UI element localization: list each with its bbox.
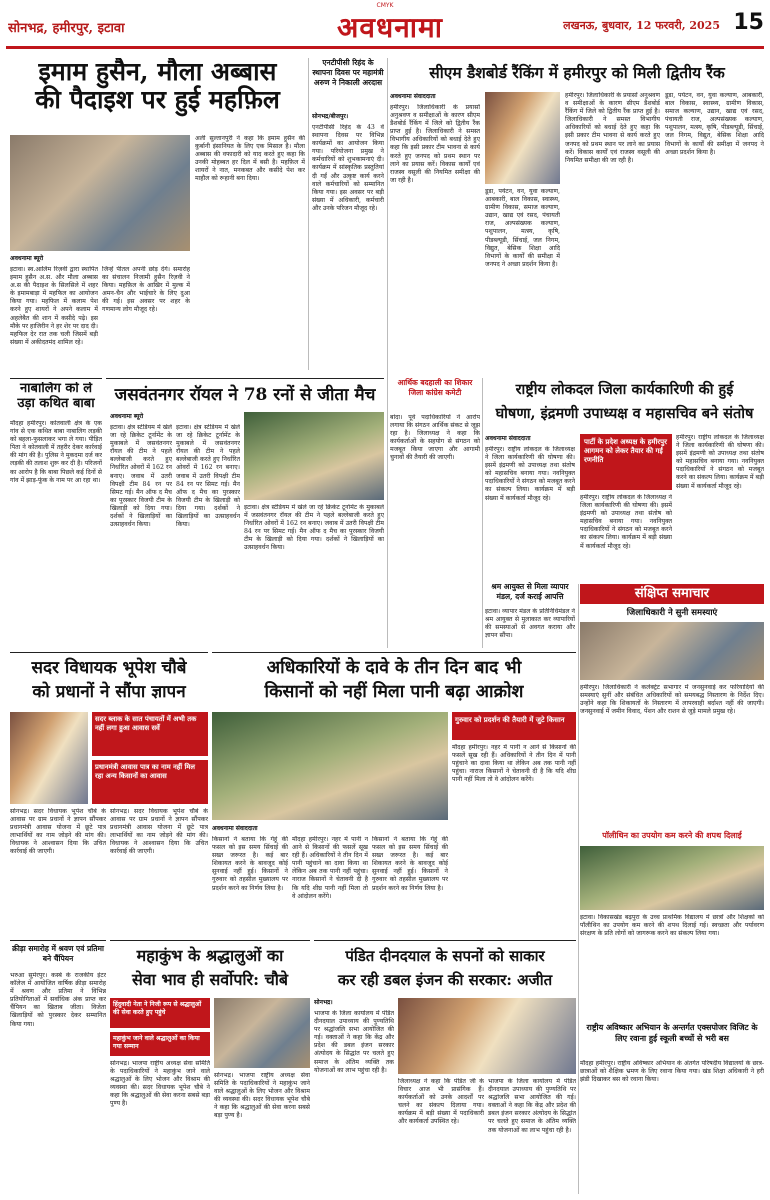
story2-headline	[10, 382, 102, 418]
story3-kicker: एनटीपीसी रिहंद के स्थापना दिवस पर महामंत्री अरुण ने निकाली अरदास	[312, 58, 384, 87]
story14-headline-line1: पंडित दीनदयाल के सपनों को साकार	[345, 947, 545, 965]
header-rule	[6, 46, 764, 49]
story1-body3: अली सुल्तानपुरी ने कहा कि इमाम हुसैन की कुर्बानी इंसानियत के लिए एक मिसाल है। मौला अब्बास की वफादारी को याद करते हुए कहा कि उनकी मोहब्बत हर दिल में बसी है। महफ़िल में शायरों ने नात, मनकबत और कसीदे पेश कर माहौल को रूहानी बना दिया।	[195, 135, 305, 183]
divider	[314, 940, 576, 941]
story1-headline	[10, 58, 305, 128]
story2-body: मौदहा हमीरपुर। कोतवाली क्षेत्र के एक गांव से एक कथित बाबा नाबालिग लड़की को बहला-फुसलाकर भगा ले गया। पीड़ित पिता ने कोतवाली में तहरीर देकर कार्रवाई की मांग की है। पुलिस ने मुकदमा दर्ज कर लड़की की तलाश शुरू कर दी है। परिजनों का आरोप है कि बाबा पिछले कई दिनों से गांव में झाड़-फूंक के नाम पर आ रहा था।	[10, 420, 102, 484]
story14-headline	[314, 944, 576, 994]
story13-point2	[110, 1032, 210, 1056]
story10-body4: किसानों ने बताया कि गेहूं की फसल को इस समय सिंचाई की सख्त जरूरत है। कई बार शिकायत करने के बावजूद कोई सुनवाई नहीं हुई। किसानों ने गुरुवार को तहसील मुख्यालय पर प्रदर्शन करने का निर्णय लिया है।	[372, 836, 448, 892]
story11-body: हमीरपुर। जिलाधिकारी ने कलेक्ट्रेट सभागार में जनसुनवाई कर फरियादियों की समस्याएं सुनीं और संबंधित अधिकारियों को समयबद्ध निस्तारण के निर्देश दिए। उन्होंने कहा कि शिकायतों के निस्तारण में लापरवाही बर्दाश्त नहीं की जाएगी। जनसुनवाई में जमीन विवाद, पेंशन और राशन से जुड़े मामले प्रमुख रहे।	[580, 684, 764, 716]
story14-byline: सोनभद्र।	[314, 999, 333, 1006]
story4-photo	[485, 92, 560, 184]
story9-point2	[92, 760, 208, 804]
column-separator	[482, 378, 483, 648]
story13-headline	[110, 944, 310, 994]
story13-body2: सोनभद्र। भाजपा राष्ट्रीय अध्यक्ष सेवा समिति के पदाधिकारियों ने महाकुंभ जाने वाले श्रद्धालुओं के लिए भोजन और विश्राम की व्यवस्था की। सदर विधायक भूपेश चौबे ने कहा कि श्रद्धालुओं की सेवा करना सबसे बड़ा पुण्य है।	[214, 1072, 310, 1120]
story9-headline-line2: को प्रधानों ने सौंपा ज्ञापन	[32, 682, 186, 702]
story7-pull-quote-text: पार्टी के प्रदेश अध्यक्ष के हमीरपुर आगमन को लेकर तैयार की गई रणनीति	[584, 438, 668, 464]
story1-photo	[10, 135, 190, 251]
story10-headline-line1: अधिकारियों के दावे के तीन दिन बाद भी	[266, 658, 522, 678]
story1-body: इटावा। स्व.आलिम रिज़वी द्वारा स्थापित इमाम हुसैन अ.स. और मौला अब्बास अ.स की पैदाइश के सिलसिले में शहर के इमामबाड़ा में महफिल का आयोजन किया गया। महफिल में कलाम पेश करने हुए शायरों ने अपने कलाम में अहलेबैत की शान में कसीदे पढ़े। इस मौके पर हाजिरीन ने हर शेर पर दाद दी। महफिल देर रात तक चली जिसमें बड़ी संख्या में अकीदतमंद शामिल रहे।	[10, 266, 98, 346]
story13-headline-line2: सेवा भाव ही सर्वोपरि: चौबे	[131, 970, 289, 989]
header-cities: सोनभद्र, हमीरपुर, इटावा	[8, 21, 125, 36]
story9-body: सोनभद्र। सदर विधायक भूपेश चौबे के आवास पर ग्राम प्रधानों ने ज्ञापन सौंपकर प्रधानमंत्री आवास योजना में छूटे पात्र लाभार्थियों का नाम जोड़ने की मांग की। विधायक ने आश्वासन दिया कि उचित कार्रवाई की जाएगी।	[10, 808, 106, 856]
story11-body3: मौदहा हमीरपुर। राष्ट्रीय अविष्कार अभियान के अंतर्गत परिषदीय विद्यालयों के छात्र-छात्राओं को शैक्षिक भ्रमण के लिए रवाना किया गया। खंड शिक्षा अधिकारी ने हरी झंडी दिखाकर बस को रवाना किया।	[580, 1060, 764, 1084]
story11-body2: इटावा। विकासखंड बढ़पुरा के उच्च प्राथमिक विद्यालय में छात्रों और शिक्षकों को पॉलीथिन का उपयोग कम करने की शपथ दिलाई गई। स्वच्छता और पर्यावरण संरक्षण के प्रति लोगों को जागरूक करने का संकल्प लिया गया।	[580, 914, 764, 938]
story9-photo	[10, 712, 88, 804]
story9-body2: सोनभद्र। सदर विधायक भूपेश चौबे के आवास पर ग्राम प्रधानों ने ज्ञापन सौंपकर प्रधानमंत्री आवास योजना में छूटे पात्र लाभार्थियों का नाम जोड़ने की मांग की। विधायक ने आश्वासन दिया कि उचित कार्रवाई की जाएगी।	[110, 808, 208, 856]
story13-point1	[110, 998, 210, 1028]
story9-point1	[92, 712, 208, 756]
story3-byline: सोनभद्र/बीजपुर।	[312, 113, 349, 120]
story7-headline-line1: राष्ट्रीय लोकदल जिला कार्यकारिणी की हुई	[515, 381, 734, 398]
story5-body: इटावा। क्षेत्र स्टेडियम में खेले जा रहे क्रिकेट टूर्नामेंट के मुकाबले में जसवंतनगर रॉयल की टीम ने पहले बल्लेबाजी करते हुए निर्धारित ओवरों में 162 रन बनाए। जवाब में उतरी विपक्षी टीम 84 रन पर सिमट गई। मैन ऑफ द मैच का पुरस्कार विजयी टीम के खिलाड़ी को दिया गया। दर्शकों ने खिलाड़ियों का उत्साहवर्धन किया।	[110, 424, 172, 529]
story10-body2: किसानों ने बताया कि गेहूं की फसल को इस समय सिंचाई की सख्त जरूरत है। कई बार शिकायत करने के बावजूद कोई सुनवाई नहीं हुई। किसानों ने गुरुवार को तहसील मुख्यालय पर प्रदर्शन करने का निर्णय लिया है।	[212, 836, 288, 892]
story1-headline-line2: की पैदाइश पर हुई महफ़िल	[35, 85, 280, 114]
story9-headline	[10, 656, 208, 706]
story1-byline: अवधनामा ब्यूरो	[10, 255, 44, 262]
story13-point1-text: हिंदुवादी नेता ने निजी रूप से श्रद्धालुओं की सेवा करते हुए पहुंचे	[113, 1001, 202, 1016]
story12-kicker: क्रीड़ा समारोह में श्रवण एवं प्रतिमा बने चैंपियन	[12, 944, 104, 963]
story5-body-col3: इटावा। क्षेत्र स्टेडियम में खेले जा रहे क्रिकेट टूर्नामेंट के मुकाबले में जसवंतनगर रॉयल की टीम ने पहले बल्लेबाजी करते हुए निर्धारित ओवरों में 162 रन बनाए। जवाब में उतरी विपक्षी टीम 84 रन पर सिमट गई। मैन ऑफ द मैच का पुरस्कार विजयी टीम के खिलाड़ी को दिया गया। दर्शकों ने खिलाड़ियों का उत्साहवर्धन किया।	[244, 504, 384, 552]
story11-sub3: राष्ट्रीय अविष्कार अभियान के अन्तर्गत एक्सपोजर विजिट के लिए रवाना हुई स्कूली बच्चों से भरी बस	[586, 1022, 758, 1043]
divider	[10, 940, 106, 941]
story7-body3: हमीरपुर। राष्ट्रीय लोकदल के जिलाध्यक्ष ने जिला कार्यकारिणी की घोषणा की। इसमें इंद्रमणी को उपाध्यक्ष तथा संतोष को महासचिव बनाया गया। नवनियुक्त पदाधिकारियों ने संगठन को मजबूत करने का संकल्प लिया। कार्यक्रम में बड़ी संख्या में कार्यकर्ता मौजूद रहे।	[676, 434, 764, 490]
story7-body: हमीरपुर। राष्ट्रीय लोकदल के जिलाध्यक्ष ने जिला कार्यकारिणी की घोषणा की। इसमें इंद्रमणी को उपाध्यक्ष तथा संतोष को महासचिव बनाया गया। नवनियुक्त पदाधिकारियों ने संगठन को मजबूत करने का संकल्प लिया। कार्यक्रम में बड़ी संख्या में कार्यकर्ता मौजूद रहे।	[485, 446, 575, 502]
divider	[10, 652, 208, 653]
story6-body: बांदा। पूर्व पदाधिकारियों ने आरोप लगाया कि संगठन आर्थिक संकट से जूझ रहा है। जिलाध्यक्ष ने कहा कि कार्यकर्ताओं के सहयोग से संगठन को मजबूत किया जाएगा और आगामी चुनावों की तैयारी की जाएगी।	[390, 414, 480, 462]
story13-headline-line1: महाकुंभ के श्रद्धालुओं का	[136, 946, 284, 965]
story4-byline: अवधनामा संवाददाता	[390, 93, 436, 100]
story13-photo	[214, 998, 310, 1068]
story11-photo2	[580, 846, 764, 910]
story5-headline: जसवंतनगर रॉयल ने 78 रनों से जीता मैच	[114, 385, 376, 405]
story10-photo	[212, 712, 448, 820]
story7-body2: हमीरपुर। राष्ट्रीय लोकदल के जिलाध्यक्ष ने जिला कार्यकारिणी की घोषणा की। इसमें इंद्रमणी को उपाध्यक्ष तथा संतोष को महासचिव बनाया गया। नवनियुक्त पदाधिकारियों ने संगठन को मजबूत करने का संकल्प लिया। कार्यक्रम में बड़ी संख्या में कार्यकर्ता मौजूद रहे।	[580, 494, 672, 550]
story9-point2-text: प्रधानमंत्री आवास पात्र का नाम नहीं मिल रहा अन्य किसानों का आवास	[95, 763, 195, 780]
story4-body3: हमीरपुर। जिलाधिकारी के प्रयासों अनुश्रवण व समीक्षाओं के कारण सीएम डैशबोर्ड रैंकिंग में जिले को द्वितीय रैंक प्राप्त हुई है। जिलाधिकारी ने समस्त विभागीय अधिकारियों को बधाई देते हुए कहा कि इसी प्रकार टीम भावना से कार्य करते हुए जनपद को प्रथम स्थान पर लाने का प्रयास करें। विकास कार्यों एवं राजस्व वसूली की नियमित समीक्षा की जा रही है।	[565, 92, 660, 164]
story13-body: सोनभद्र। भाजपा राष्ट्रीय अध्यक्ष सेवा समिति के पदाधिकारियों ने महाकुंभ जाने वाले श्रद्धालुओं के लिए भोजन और विश्राम की व्यवस्था की। सदर विधायक भूपेश चौबे ने कहा कि श्रद्धालुओं की सेवा करना सबसे बड़ा पुण्य है।	[110, 1060, 210, 1108]
story10-headline-line2: किसानों को नहीं मिला पानी बढ़ा आक्रोश	[264, 682, 524, 702]
story4-body4: डूडा, पर्यटन, वन, युवा कल्याण, आबकारी, बाल विकास, स्वास्थ्य, ग्रामीण विकास, समाज कल्याण, उद्यान, खाद्य एवं रसद, पंचायती राज, अल्पसंख्यक कल्याण, पशुपालन, मत्स्य, कृषि, पीडब्ल्यूडी, सिंचाई, जल निगम, विद्युत, बेसिक शिक्षा आदि विभागों के कार्यों की समीक्षा में जनपद ने अच्छा प्रदर्शन किया है।	[665, 92, 764, 156]
story11-subtitle: जिलाधिकारी ने सुनी समस्याएं	[626, 608, 718, 618]
story5-body-col2: इटावा। क्षेत्र स्टेडियम में खेले जा रहे क्रिकेट टूर्नामेंट के मुकाबले में जसवंतनगर रॉयल की टीम ने पहले बल्लेबाजी करते हुए निर्धारित ओवरों में 162 रन बनाए। जवाब में उतरी विपक्षी टीम 84 रन पर सिमट गई। मैन ऑफ द मैच का पुरस्कार विजयी टीम के खिलाड़ी को दिया गया। दर्शकों ने खिलाड़ियों का उत्साहवर्धन किया।	[176, 424, 240, 529]
story8-kicker: श्रम आयुक्त से मिला व्यापार मंडल, दर्ज कराई आपत्ति	[491, 582, 569, 601]
story10-body3: मौदहा हमीरपुर। नहर में पानी न आने से किसानों की फसलें सूख रही हैं। अधिकारियों ने तीन दिन में पानी पहुंचाने का दावा किया था लेकिन अब तक पानी नहीं पहुंचा। नाराज किसानों ने चेतावनी दी है कि यदि शीघ्र पानी नहीं मिला तो वे आंदोलन करेंगे।	[292, 836, 368, 900]
story2-headline-line2: उड़ा कथित बाबा	[17, 395, 95, 411]
story10-body: मौदहा हमीरपुर। नहर में पानी न आने से किसानों की फसलें सूख रही हैं। अधिकारियों ने तीन दिन में पानी पहुंचाने का दावा किया था लेकिन अब तक पानी नहीं पहुंचा। नाराज किसानों ने चेतावनी दी है कि यदि शीघ्र पानी नहीं मिला तो वे आंदोलन करेंगे।	[452, 744, 576, 784]
column-separator	[578, 584, 579, 1194]
story14-body3: भाजपा के जिला कार्यालय में पंडित दीनदयाल उपाध्याय की पुण्यतिथि पर श्रद्धांजलि सभा आयोजित की गई। वक्ताओं ने कहा कि केंद्र और प्रदेश की डबल इंजन सरकार अंत्योदय के सिद्धांत पर चलते हुए समाज के अंतिम व्यक्ति तक योजनाओं का लाभ पहुंचा रही है।	[488, 1078, 576, 1134]
column-separator	[308, 58, 309, 370]
story10-byline: अवधनामा संवाददाता	[212, 825, 258, 832]
story7-pull-quote	[580, 434, 672, 490]
story10-pull-quote	[452, 712, 576, 740]
story7-headline	[485, 378, 764, 430]
story11-sub2: पॉलीथिन का उपयोग कम करने की शपथ दिलाई	[602, 830, 742, 840]
story1-headline-line1: इमाम हुसैन, मौला अब्बास	[38, 58, 277, 86]
story9-point1-text: सदर ब्लाक के सात पंचायतों में अभी तक नहीं लगा हुआ आवास सर्वे	[95, 715, 197, 732]
story4-body2: डूडा, पर्यटन, वन, युवा कल्याण, आबकारी, बाल विकास, स्वास्थ्य, ग्रामीण विकास, समाज कल्याण, उद्यान, खाद्य एवं रसद, पंचायती राज, अल्पसंख्यक कल्याण, पशुपालन, मत्स्य, कृषि, पीडब्ल्यूडी, सिंचाई, जल निगम, विद्युत, बेसिक शिक्षा आदि विभागों के कार्यों की समीक्षा में जनपद ने अच्छा प्रदर्शन किया है।	[485, 188, 560, 268]
story4-body: हमीरपुर। जिलाधिकारी के प्रयासों अनुश्रवण व समीक्षाओं के कारण सीएम डैशबोर्ड रैंकिंग में जिले को द्वितीय रैंक प्राप्त हुई है। जिलाधिकारी ने समस्त विभागीय अधिकारियों को बधाई देते हुए कहा कि इसी प्रकार टीम भावना से कार्य करते हुए जनपद को प्रथम स्थान पर लाने का प्रयास करें। विकास कार्यों एवं राजस्व वसूली की नियमित समीक्षा की जा रही है।	[390, 104, 480, 184]
story14-body2: जिलाध्यक्ष ने कहा कि पंडित जी के विचार आज भी प्रासंगिक हैं। कार्यकर्ताओं को उनके आदर्शों पर चलने का संकल्प दिलाया गया। कार्यक्रम में बड़ी संख्या में पदाधिकारी और कार्यकर्ता उपस्थित रहे।	[398, 1078, 484, 1126]
divider	[106, 378, 384, 379]
story11-photo	[580, 622, 764, 680]
story10-headline	[212, 656, 576, 706]
story3-body: एनटीपीसी रिहंद के 43 वें स्थापना दिवस पर विभिन्न कार्यक्रमों का आयोजन किया गया। परियोजना प्रमुख ने कर्मचारियों को शुभकामनाएं दी। कार्यक्रम में सांस्कृतिक प्रस्तुतियां दी गईं और उत्कृष्ट कार्य करने वाले कर्मचारियों को सम्मानित किया गया। इस अवसर पर बड़ी संख्या में अधिकारी, कर्मचारी और उनके परिजन मौजूद रहे।	[312, 124, 384, 212]
story6-kicker: आर्थिक बदहाली का शिकार जिला कांग्रेस कमेटी	[397, 378, 473, 397]
story4-headline: सीएम डैशबोर्ड रैंकिंग में हमीरपुर को मिली द्वितीय रैंक	[429, 63, 725, 82]
header-date: लखनऊ, बुधवार, 12 फरवरी, 2025	[563, 19, 720, 32]
divider	[110, 940, 310, 941]
story7-headline-line2: घोषणा, इंद्रमणी उपाध्यक्ष व महासचिव बने संतोष	[495, 405, 754, 422]
story14-body: भाजपा के जिला कार्यालय में पंडित दीनदयाल उपाध्याय की पुण्यतिथि पर श्रद्धांजलि सभा आयोजित की गई। वक्ताओं ने कहा कि केंद्र और प्रदेश की डबल इंजन सरकार अंत्योदय के सिद्धांत पर चलते हुए समाज के अंतिम व्यक्ति तक योजनाओं का लाभ पहुंचा रही है।	[314, 1010, 394, 1074]
story14-photo	[398, 998, 576, 1074]
story1-body2: जिन्हें पीतल अपनी छोड़ देंगे। समारोह का संचालन निजामी हुसैन रिज़वी ने किया। महफ़िल के आखिर में मुल्क में अमन-चैन और भाईचारे के लिए दुआ की गई। इस अवसर पर शहर के गणमान्य लोग मौजूद रहे।	[102, 266, 190, 314]
story11-title: संक्षिप्त समाचार	[580, 584, 764, 604]
page-number: 15	[733, 10, 764, 35]
cmyk-mark: CMYK	[376, 2, 394, 9]
divider	[10, 378, 102, 379]
story7-byline: अवधनामा संवाददाता	[485, 435, 531, 442]
story8-body: इटावा। व्यापार मंडल के प्रतिनिधिमंडल ने श्रम आयुक्त से मुलाकात कर व्यापारियों की समस्याओं से अवगत कराया और ज्ञापन सौंपा।	[485, 608, 575, 640]
story5-photo	[244, 412, 384, 500]
story12-body: भरुआ सुमेरपुर। कस्बे के राजकीय इंटर कॉलेज में आयोजित वार्षिक क्रीड़ा समारोह में श्रवण और प्रतिमा ने विभिन्न प्रतियोगिताओं में सर्वाधिक अंक प्राप्त कर चैंपियन का खिताब जीता। विजेता खिलाड़ियों को पुरस्कार देकर सम्मानित किया गया।	[10, 972, 106, 1028]
column-separator	[387, 58, 388, 648]
story5-byline: अवधनामा ब्यूरो	[110, 413, 144, 420]
story9-headline-line1: सदर विधायक भूपेश चौबे	[31, 658, 187, 678]
story2-headline-line1: नाबालिग को ले	[19, 382, 93, 396]
story14-headline-line2: कर रही डबल इंजन की सरकार: अजीत	[337, 971, 553, 989]
story10-pull-quote-text: गुरुवार को प्रदर्शन की तैयारी में जुटे किसान	[455, 716, 565, 724]
divider	[212, 652, 576, 653]
masthead: अवधनामा	[337, 11, 443, 44]
story13-point2-text: महाकुंभ जाने वाले श्रद्धालुओं का किया गया सम्मान	[113, 1035, 200, 1050]
